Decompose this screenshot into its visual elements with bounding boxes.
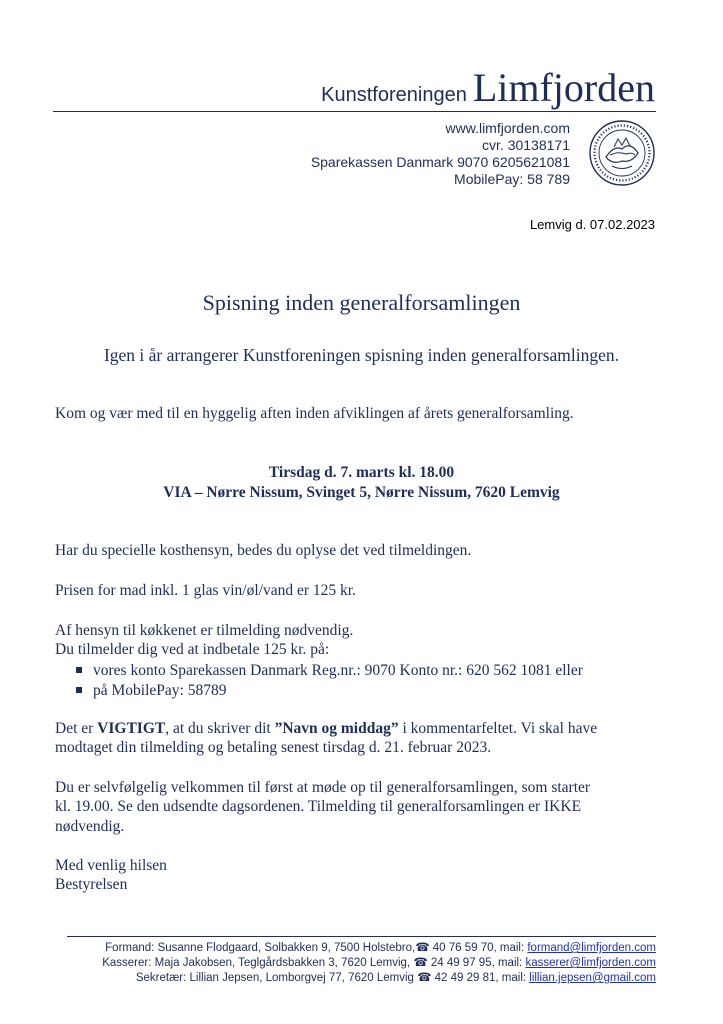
list-item [76,682,226,700]
important-text: Det er [55,720,98,737]
footer-text: 42 49 29 81, mail: [431,972,530,984]
comment-field-text: ”Navn og middag” [274,720,399,737]
price-paragraph: Prisen for mad inkl. 1 glas vin/øl/vand er 125 kr. [55,582,356,599]
dietary-paragraph: Har du specielle kosthensyn, bedes du oplyse det ved tilmeldingen. [55,542,472,559]
letter-date: Lemvig d. 07.02.2023 [529,217,655,232]
list-item [76,662,583,680]
footer-divider [67,936,656,937]
footer-text: Kasserer: Maja Jakobsen, Teglgårdsbakken 3, 7620 Lemvig, [102,957,414,969]
bank-line: Sparekassen Danmark 9070 6205621081 [310,154,570,170]
general-meeting-line-2: kl. 19.00. Se den udsendte dagsordenen. Tilmelding til generalforsamlingen er IKKE [55,798,582,815]
footer-text: 24 49 97 95, mail: [427,957,526,969]
footer-treasurer [102,955,656,969]
event-date: Tirsdag d. 7. marts kl. 18.00 [268,464,455,481]
important-emphasis: VIGTIGT [97,720,166,737]
org-name-main: Limfjorden [472,65,655,110]
organization-name [0,64,655,111]
telephone-icon: ☎ [413,957,428,969]
telephone-icon: ☎ [417,972,432,984]
org-name-prefix: Kunstforeningen [321,84,467,106]
footer-chairman [105,940,656,954]
website-line: www.limfjorden.com [445,120,570,136]
society-seal-icon [588,119,656,187]
important-note-line-1 [55,720,597,738]
signature: Bestyrelsen [55,876,128,893]
cvr-line: cvr. 30138171 [482,137,570,153]
bullet-square-icon [76,687,82,693]
important-text: , at du skriver dit [165,720,275,737]
bank-account-item: vores konto Sparekassen Danmark Reg.nr.: 9070 Konto nr.: 620 562 1081 eller [93,662,583,679]
general-meeting-line-3: nødvendig. [55,818,125,835]
mobilepay-line: MobilePay: 58 789 [454,171,570,187]
bullet-square-icon [76,667,82,673]
footer-text: Formand: Susanne Flodgaard, Solbakken 9, 7500 Holstebro, [105,942,416,954]
chairman-email-link[interactable]: formand@limfjorden.com [527,942,656,954]
registration-instructions: Du tilmelder dig ved at indbetale 125 kr. på: [55,641,330,658]
mobilepay-item: på MobilePay: 58789 [93,682,227,699]
closing-greeting: Med venlig hilsen [55,857,167,874]
footer-secretary [136,970,656,984]
important-note-line-2: modtaget din tilmelding og betaling senest tirsdag d. 21. februar 2023. [55,739,492,756]
invite-paragraph: Kom og vær med til en hyggelig aften inden afviklingen af årets generalforsamling. [55,405,574,422]
important-text: i kommentarfeltet. Vi skal have [398,720,598,737]
treasurer-email-link[interactable]: kasserer@limfjorden.com [525,957,656,969]
event-location: VIA – Nørre Nissum, Svinget 5, Nørre Nissum, 7620 Lemvig [163,484,560,501]
general-meeting-line-1: Du er selvfølgelig velkommen til først at møde op til generalforsamlingen, som starter [55,779,591,796]
secretary-email-link[interactable]: lillian.jepsen@gmail.com [529,972,656,984]
footer-text: 40 76 59 70, mail: [429,942,528,954]
registration-required-line: Af hensyn til køkkenet er tilmelding nødvendig. [55,622,354,639]
letter-title: Spisning inden generalforsamlingen [202,290,521,315]
contact-block [311,120,570,188]
header-divider [53,111,656,112]
telephone-icon: ☎ [415,942,430,954]
footer-text: Sekretær: Lillian Jepsen, Lomborgvej 77, 7620 Lemvig [135,972,418,984]
intro-paragraph: Igen i år arrangerer Kunstforeningen spisning inden generalforsamlingen. [103,345,620,365]
